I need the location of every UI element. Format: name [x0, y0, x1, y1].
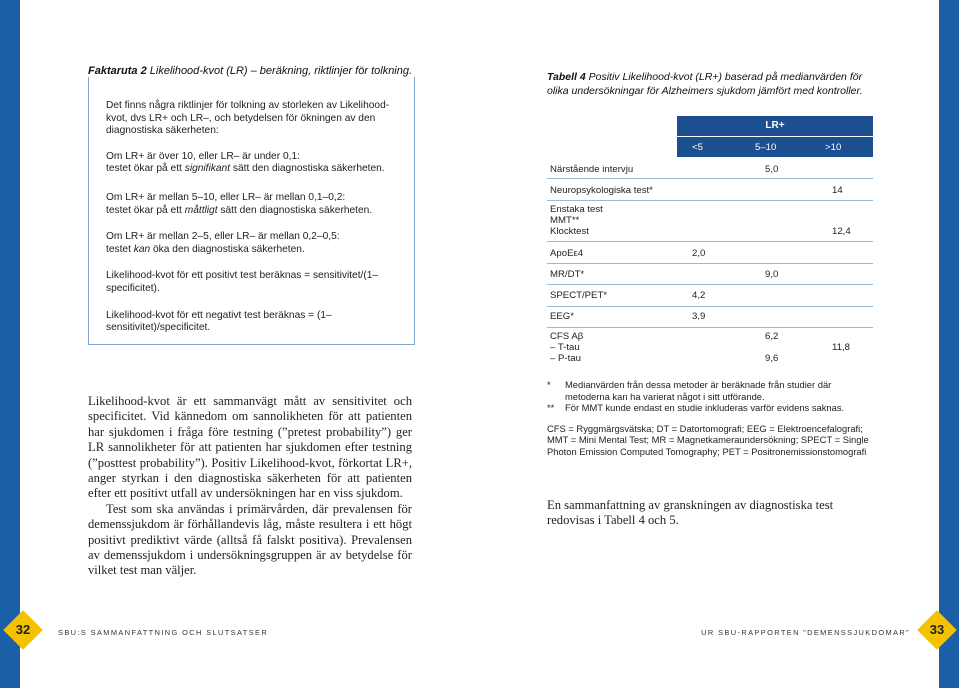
table-row: SPECT/PET* 4,2	[547, 286, 873, 307]
table-row: Enstaka test MMT** Klocktest 12,4	[547, 202, 873, 242]
fact-positive-formula: Likelihood-kvot för ett positivt test beräknas = sensitivitet/(1– specificitet).	[106, 270, 379, 294]
table-column-headers	[677, 137, 873, 157]
table-note-1: * Medianvärden från dessa metoder är beräknade från studier där metoderna kan ha varierat något i sitt utförande.	[547, 379, 832, 402]
table-row: ApoEε4 2,0	[547, 243, 873, 264]
summary-text: En sammanfattning av granskningen av diagnostiska test redovisas i Tabell 4 och 5.	[547, 498, 834, 528]
column-header-gt10: >10	[825, 142, 842, 153]
left-paragraph-2: Test som ska användas i primärvården, där prevalensen för demenssjukdom är förhållandevis låg, måste resultera i ett högt positivt prediktivt värde (alltså få falskt positiva). Prevalensen av demenssjukdom i undersökningsgruppen är av betydelse för vilket test man väljer.	[88, 501, 412, 578]
footer-right-text: UR SBU-RAPPORTEN ”DEMENSSJUKDOMAR”	[701, 628, 910, 637]
fact-negative-formula: Likelihood-kvot för ett negativt test beräknas = (1– sensitivitet)/specificitet.	[106, 309, 332, 334]
table-header-lr: LR+	[677, 116, 873, 136]
right-edge-bar	[939, 0, 959, 688]
left-body-text	[88, 394, 412, 579]
page-number-right: 33	[917, 610, 957, 650]
table-row: EEG* 3,9	[547, 308, 873, 328]
footer-left-text: SBU:S SAMMANFATTNING OCH SLUTSATSER	[58, 628, 269, 637]
fact-box-title: Faktaruta 2 Likelihood-kvot (LR) – beräkning, riktlinjer för tolkning.	[88, 65, 413, 77]
fact-box-body	[106, 100, 406, 345]
table-row: Närstående intervju 5,0	[547, 159, 873, 179]
column-header-lt5: <5	[692, 142, 703, 153]
fact-rule-2: Om LR+ är mellan 5–10, eller LR– är mellan 0,1–0,2: testet ökar på ett måttligt sätt den diagnostiska säkerheten.	[106, 191, 373, 216]
fact-box	[88, 63, 415, 334]
table-note-2: ** För MMT kunde endast en studie inkluderas varför evidens saknas.	[547, 402, 845, 414]
table-title: Tabell 4 Positiv Likelihood-kvot (LR+) baserad på medianvärden för olika undersökningar för Alzheimers sjukdom jämfört med kontroller.	[547, 71, 863, 97]
fact-intro: Det finns några riktlinjer för tolkning av storleken av Likelihood-kvot, dvs LR+ och LR–, och betydelsen för ökningen av den diagnostiska säkerheten:	[106, 100, 390, 137]
left-edge-bar	[0, 0, 20, 688]
column-header-5-10: 5–10	[755, 142, 777, 153]
table-row: Neuropsykologiska test* 14	[547, 180, 873, 201]
fact-rule-1: Om LR+ är över 10, eller LR– är under 0,1: testet ökar på ett signifikant sätt den diagnostiska säkerheten.	[106, 150, 385, 175]
table-row: MR/DT* 9,0	[547, 265, 873, 285]
table-abbreviations: CFS = Ryggmärgsvätska; DT = Datortomografi; EEG = Elektroencefalografi; MMT = Mini Mental Test; MR = Magnetkameraundersökning; SPECT = Single Photon Emission Computed Tomography; PET = Positronemissionstomografi	[547, 422, 869, 457]
page-number-left: 32	[3, 610, 43, 650]
fact-rule-3: Om LR+ är mellan 2–5, eller LR– är mellan 0,2–0,5: testet kan öka den diagnostiska säkerheten.	[106, 231, 340, 255]
table-row: CFS Aβ – T-tau – P-tau 6,2 9,6 11,8	[550, 331, 850, 364]
table-header-row	[547, 116, 873, 136]
table-notes	[547, 379, 877, 458]
left-paragraph-1: Likelihood-kvot är ett sammanvägt mått av sensitivitet och specificitet. Vid kännedom om sannolikheten för att patienten har sjukdomen i fråga före testning (”pretest probability”) ger LR sannolikheter för att patienten har sjukdomen efter testning (”posttest probability”). Positiv Likelihood-kvot, förkortat LR+, anger styrkan i den diagnostiska säkerheten för att patienten efter ett positivt utfall av undersökningen har en viss sjukdom.	[88, 394, 412, 501]
